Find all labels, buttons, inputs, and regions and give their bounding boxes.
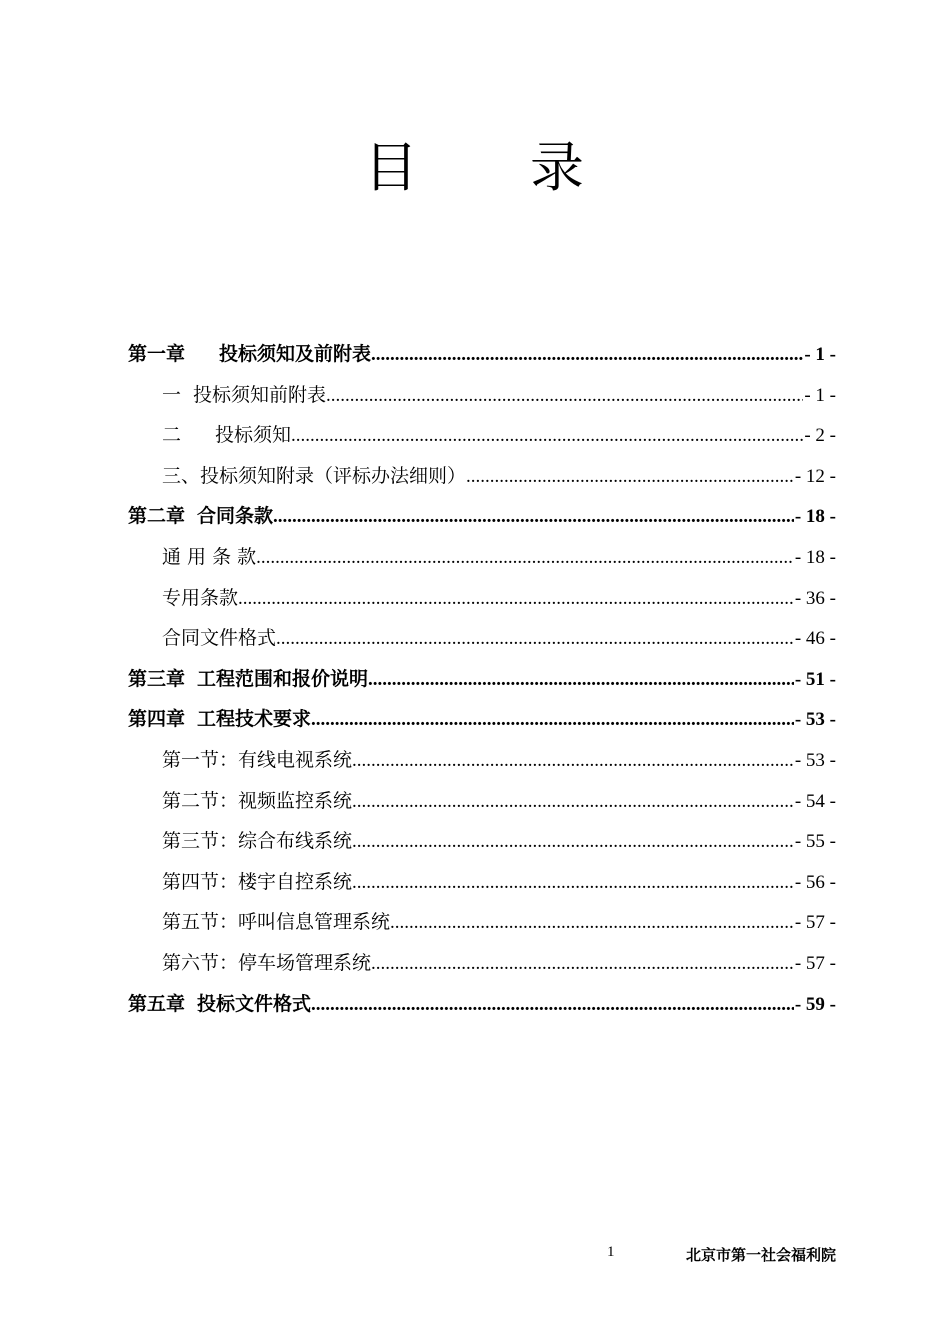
toc-entry-title [162,578,238,618]
toc-entry-number: 第四章 [128,708,186,731]
table-of-contents [128,334,836,1024]
toc-entry-title [128,699,311,739]
toc-entry[interactable] [128,578,836,619]
toc-entry-page: - 53 - [794,709,836,731]
toc-entry-title [128,984,311,1024]
toc-entry-page: - 2 - [804,425,836,447]
toc-entry-page: - 57 - [794,952,836,974]
toc-entry-title [128,496,273,536]
toc-entry[interactable] [128,496,836,537]
toc-dot-leader [390,903,794,943]
toc-entry[interactable] [128,537,836,578]
toc-entry[interactable] [128,862,836,903]
footer-organization: 北京市第一社会福利院 [685,1246,836,1264]
toc-entry-label: 第五节：呼叫信息管理系统 [162,911,391,934]
toc-entry[interactable] [128,334,836,375]
toc-entry-label: 投标须知前附表 [193,383,327,406]
toc-entry-page: - 18 - [794,546,836,568]
toc-entry-number: 第二章 [128,505,186,528]
toc-dot-leader [352,782,794,822]
toc-entry-page: - 54 - [794,790,836,812]
toc-dot-leader [466,457,794,497]
toc-entry-label: 合同条款 [197,505,274,528]
toc-entry-title [162,537,256,577]
toc-entry[interactable] [128,984,836,1025]
toc-entry-label: 工程范围和报价说明 [197,667,369,690]
toc-dot-leader [371,944,794,984]
toc-dot-leader [256,538,794,578]
toc-entry-title [162,781,352,821]
toc-entry[interactable] [128,781,836,822]
toc-entry-page: - 12 - [794,465,836,487]
footer-page-number: 1 [607,1244,615,1260]
toc-entry-title [128,659,368,699]
toc-entry-number: 第三章 [128,667,186,690]
toc-entry-page: - 53 - [794,749,836,771]
toc-entry-title [128,334,371,374]
toc-entry-page: - 18 - [794,506,836,528]
toc-entry-label: 投标文件格式 [197,992,312,1015]
toc-entry-label: 三、投标须知附录（评标办法细则） [162,464,467,487]
toc-entry-title [162,902,390,942]
toc-entry[interactable] [128,618,836,659]
toc-entry-title [162,943,371,983]
toc-dot-leader [238,579,794,619]
toc-entry-label: 投标须知 [215,424,292,447]
toc-entry-label: 专用条款 [162,586,239,609]
title-char-2: 录 [530,136,586,199]
toc-entry[interactable] [128,415,836,456]
toc-entry[interactable] [128,456,836,497]
toc-entry-label: 第二节：视频监控系统 [162,789,353,812]
toc-entry-number: 第五章 [128,992,186,1015]
toc-entry-number: 一 [162,383,182,406]
toc-entry[interactable] [128,902,836,943]
toc-entry[interactable] [128,740,836,781]
toc-entry-page: - 55 - [794,831,836,853]
toc-entry[interactable] [128,659,836,700]
toc-dot-leader [368,660,794,700]
toc-entry-title [162,821,352,861]
toc-entry-title [162,456,466,496]
toc-entry-page: - 56 - [794,871,836,893]
toc-dot-leader [352,741,794,781]
toc-entry-label: 通 用 条 款 [162,545,257,568]
toc-dot-leader [311,700,794,740]
toc-entry[interactable] [128,943,836,984]
toc-entry-number: 二 [162,424,182,447]
toc-entry-page: - 46 - [794,628,836,650]
toc-entry-title [162,415,291,455]
toc-entry-label: 第六节：停车场管理系统 [162,951,372,974]
toc-entry-label: 工程技术要求 [197,708,312,731]
toc-dot-leader [371,335,803,375]
toc-dot-leader [326,376,803,416]
toc-entry-title [162,375,326,415]
toc-entry-label: 第三节：综合布线系统 [162,830,353,853]
toc-entry-label: 投标须知及前附表 [219,343,372,365]
toc-entry-title [162,862,352,902]
toc-entry[interactable] [128,821,836,862]
toc-entry[interactable] [128,375,836,416]
toc-entry-page: - 59 - [794,993,836,1015]
toc-entry-page: - 51 - [794,668,836,690]
page-footer [0,1244,950,1266]
toc-entry-label: 第四节：楼宇自控系统 [162,870,353,893]
toc-entry-title [162,618,276,658]
toc-entry-label: 合同文件格式 [162,627,277,650]
toc-entry-title [162,740,352,780]
toc-entry-number: 第一章 [128,343,186,365]
toc-entry-page: - 1 - [804,344,836,365]
toc-dot-leader [273,497,794,537]
toc-dot-leader [276,619,794,659]
toc-dot-leader [291,416,803,456]
title-char-1: 目 [364,136,420,199]
toc-entry[interactable] [128,699,836,740]
toc-entry-page: - 36 - [794,587,836,609]
toc-entry-page: - 1 - [804,384,836,406]
toc-dot-leader [311,985,794,1025]
toc-entry-label: 第一节：有线电视系统 [162,748,353,771]
toc-entry-page: - 57 - [794,912,836,934]
toc-dot-leader [352,822,794,862]
toc-dot-leader [352,863,794,903]
page-title [0,125,950,202]
